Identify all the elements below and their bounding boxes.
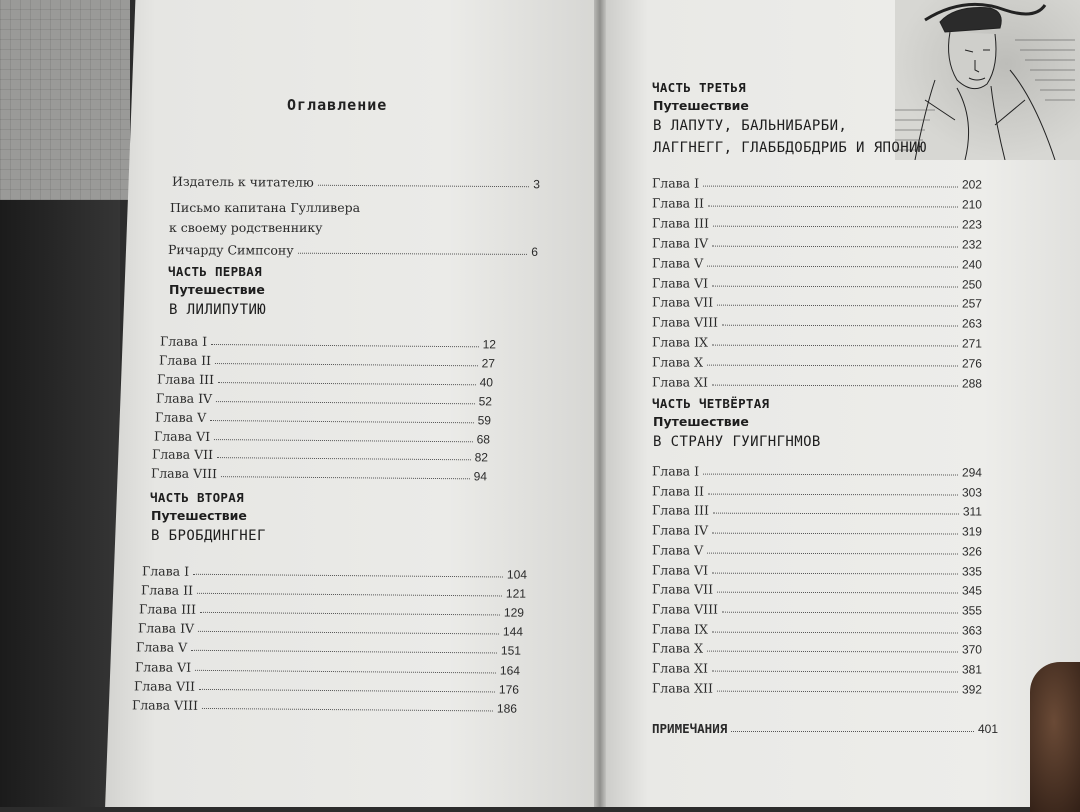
toc-entry-label: Глава III xyxy=(156,371,215,388)
toc-entry-page: 144 xyxy=(502,624,524,639)
toc-entry xyxy=(652,677,982,696)
toc-entry-page: 232 xyxy=(961,237,983,252)
toc-entry-label: Глава V xyxy=(154,409,207,425)
toc-entry xyxy=(135,656,520,677)
dot-leader xyxy=(214,439,473,442)
toc-entry-label: Глава III xyxy=(651,215,709,231)
dot-leader xyxy=(216,401,475,404)
part-destination: В ЛАПУТУ, БАЛЬНИБАРБИ, xyxy=(653,118,848,134)
toc-entry-label: Глава IV xyxy=(651,522,709,538)
toc-entry-label: Глава XI xyxy=(651,660,709,676)
toc-entry-label: Глава V xyxy=(135,639,188,655)
toc-entry-label: Глава IV xyxy=(651,235,709,251)
dot-leader xyxy=(298,253,528,255)
toc-entry-label: Глава V xyxy=(651,542,704,558)
toc-entry-label: Глава IV xyxy=(155,390,213,407)
toc-entry-page: 294 xyxy=(961,465,983,480)
toc-entry-page: 326 xyxy=(961,544,983,559)
toc-entry-page: 355 xyxy=(961,603,983,618)
toc-entry-page: 263 xyxy=(961,316,983,331)
dot-leader xyxy=(215,363,478,366)
toc-entry xyxy=(172,171,540,192)
dot-leader xyxy=(717,691,958,693)
toc-entry xyxy=(157,369,493,390)
part-subtitle: Путешествие xyxy=(653,98,749,113)
dot-leader xyxy=(712,385,958,387)
dot-leader xyxy=(712,246,958,248)
toc-entry xyxy=(160,331,496,352)
toc-entry-label: Глава II xyxy=(158,352,212,368)
toc-entry xyxy=(139,598,524,619)
toc-entry-page: 240 xyxy=(961,257,983,272)
toc-title: Оглавление xyxy=(287,96,388,114)
toc-entry-label: Глава XI xyxy=(651,374,709,390)
toc-entry xyxy=(652,172,982,191)
toc-entry xyxy=(138,617,523,638)
dot-leader xyxy=(195,670,496,674)
dot-leader xyxy=(703,186,958,188)
dot-leader xyxy=(202,708,493,712)
toc-entry-page: 3 xyxy=(533,177,541,192)
toc-entry-page: 319 xyxy=(961,524,983,539)
toc-entry-page: 52 xyxy=(478,394,493,409)
part-label: ЧАСТЬ ТРЕТЬЯ xyxy=(652,80,746,95)
dot-leader xyxy=(712,533,958,535)
toc-entry-label: Глава I xyxy=(159,333,208,349)
part-destination: В СТРАНУ ГУИГНГНМОВ xyxy=(653,434,821,450)
toc-entry-label: Глава I xyxy=(141,563,190,579)
toc-entry xyxy=(652,519,982,538)
toc-entry-page: 94 xyxy=(473,469,488,484)
toc-entry xyxy=(652,331,982,350)
dot-leader xyxy=(200,612,500,616)
toc-entry-label: Глава VI xyxy=(651,275,709,291)
toc-entry xyxy=(652,212,982,231)
toc-entry-label: Глава IX xyxy=(651,621,709,637)
dot-leader xyxy=(197,593,502,597)
toc-entry-label: Глава IX xyxy=(651,334,709,350)
part-label: ЧАСТЬ ЧЕТВЁРТАЯ xyxy=(652,396,770,411)
toc-entry-page: 59 xyxy=(477,413,492,428)
toc-entry-label: Глава VI xyxy=(153,428,211,445)
toc-entry xyxy=(142,560,527,581)
toc-entry xyxy=(652,192,982,211)
toc-entry-page: 311 xyxy=(962,504,983,519)
portrait-engraving-icon xyxy=(895,0,1080,160)
toc-entry-label: Глава II xyxy=(140,582,194,598)
toc-entry-label: Издатель к читателю xyxy=(171,173,314,190)
toc-entry-label: Глава VIII xyxy=(651,601,719,617)
toc-entry-label: Глава XII xyxy=(651,680,713,696)
toc-entry-label: Глава VI xyxy=(134,659,192,675)
toc-entry xyxy=(652,460,982,479)
dot-leader xyxy=(221,476,470,479)
notes-page: 401 xyxy=(977,722,998,736)
toc-entry-label: Глава V xyxy=(651,255,704,271)
background-shadow xyxy=(0,200,120,807)
toc-entry-label: Глава II xyxy=(651,483,705,499)
toc-entry-label: Глава I xyxy=(651,175,700,191)
toc-entry xyxy=(141,579,526,600)
toc-entry-label: Глава VIII xyxy=(131,697,199,713)
toc-entry xyxy=(652,272,982,291)
dot-leader xyxy=(703,474,958,476)
toc-entry-page: 288 xyxy=(961,376,983,391)
dot-leader xyxy=(193,574,503,578)
toc-entry xyxy=(136,636,521,657)
toc-entry xyxy=(652,291,982,310)
dot-leader xyxy=(712,345,958,347)
toc-entry-page: 121 xyxy=(505,586,527,601)
toc-entry-page: 82 xyxy=(474,450,489,465)
toc-entry-label: Глава X xyxy=(651,354,704,370)
part-subtitle: Путешествие xyxy=(653,414,749,429)
part-destination: ЛАГГНЕГГ, ГЛАББДОБДРИБ И ЯПОНИЮ xyxy=(653,140,927,156)
dot-leader xyxy=(712,671,958,673)
toc-entry-page: 27 xyxy=(481,356,496,371)
toc-entry-page: 345 xyxy=(961,583,983,598)
toc-entry xyxy=(168,239,538,259)
dot-leader xyxy=(712,573,958,575)
dot-leader xyxy=(218,382,476,385)
toc-entry-page: 6 xyxy=(531,244,539,259)
dot-leader xyxy=(712,632,958,634)
toc-entry xyxy=(652,351,982,370)
toc-entry-label: Письмо капитана Гулливера xyxy=(170,200,361,215)
toc-entry-label: Глава I xyxy=(651,463,700,479)
toc-entry-label: Глава VIII xyxy=(150,465,218,482)
toc-entry-label: Глава VII xyxy=(651,581,714,597)
toc-entry-page: 186 xyxy=(496,701,518,716)
dot-leader xyxy=(191,650,497,654)
toc-entry xyxy=(156,388,492,409)
background-textile xyxy=(0,0,130,200)
toc-entry-label: к своему родственнику xyxy=(169,220,323,235)
toc-entry-page: 271 xyxy=(961,336,983,351)
dot-leader xyxy=(217,457,471,460)
toc-entry-page: 202 xyxy=(961,177,983,192)
dot-leader xyxy=(717,305,958,307)
toc-entry-label: Глава VI xyxy=(651,562,709,578)
toc-entry xyxy=(652,598,982,617)
toc-entry-page: 68 xyxy=(476,432,491,447)
part-subtitle: Путешествие xyxy=(151,508,247,523)
part-destination: В ЛИЛИПУТИЮ xyxy=(169,302,267,318)
toc-entry-page: 210 xyxy=(961,197,983,212)
toc-entry-label: Глава VII xyxy=(151,446,214,463)
toc-entry-page: 363 xyxy=(961,623,983,638)
toc-entry-page: 381 xyxy=(961,662,983,677)
part-label: ЧАСТЬ ПЕРВАЯ xyxy=(168,264,262,279)
toc-entry xyxy=(151,463,487,484)
toc-entry xyxy=(652,657,982,676)
toc-entry-page: 164 xyxy=(499,663,521,678)
dot-leader xyxy=(722,325,958,327)
dot-leader xyxy=(717,592,958,594)
toc-entry-label: Глава III xyxy=(138,601,197,617)
toc-entry xyxy=(652,637,982,656)
toc-entry-page: 176 xyxy=(498,682,520,697)
toc-entry xyxy=(652,232,982,251)
dot-leader xyxy=(198,631,499,635)
dot-leader xyxy=(708,206,958,208)
toc-entry-label: Глава III xyxy=(651,502,709,518)
toc-entry-page: 151 xyxy=(500,643,522,658)
part-destination: В БРОБДИНГНЕГ xyxy=(151,528,266,544)
dot-leader xyxy=(210,420,473,423)
dot-leader xyxy=(199,689,495,693)
toc-entry-label: Глава X xyxy=(651,640,704,656)
toc-entry-label: Глава VII xyxy=(651,294,714,310)
toc-entry xyxy=(652,618,982,637)
dot-leader xyxy=(722,612,958,614)
toc-entry xyxy=(159,350,495,371)
dot-leader xyxy=(713,513,959,515)
toc-entry-label: Ричарду Симпсону xyxy=(167,242,294,258)
toc-entry-page: 303 xyxy=(961,485,983,500)
dot-leader xyxy=(707,365,958,367)
dot-leader xyxy=(707,651,958,653)
toc-entry-page: 250 xyxy=(961,277,983,292)
toc-entry xyxy=(132,694,517,715)
part-subtitle: Путешествие xyxy=(169,282,265,297)
toc-entry-page: 129 xyxy=(503,605,525,620)
dot-leader xyxy=(318,185,530,187)
toc-entry xyxy=(652,539,982,558)
toc-entry-page: 104 xyxy=(506,567,528,582)
toc-entry-page: 370 xyxy=(961,642,983,657)
toc-entry xyxy=(134,675,519,696)
toc-entry-notes xyxy=(652,718,998,736)
dot-leader xyxy=(707,266,958,268)
toc-entry-label: Глава II xyxy=(651,195,705,211)
toc-entry xyxy=(652,559,982,578)
toc-entry-label: Глава VII xyxy=(133,678,196,694)
toc-entry xyxy=(155,407,491,428)
dot-leader xyxy=(712,286,958,288)
toc-entry-page: 257 xyxy=(961,296,983,311)
toc-entry-page: 223 xyxy=(961,217,983,232)
dot-leader xyxy=(708,494,958,496)
toc-entry-label: Глава IV xyxy=(137,620,195,636)
dot-leader xyxy=(713,226,958,228)
toc-entry-label: Глава VIII xyxy=(651,314,719,330)
leather-object xyxy=(1030,662,1080,812)
toc-entry xyxy=(652,578,982,597)
dot-leader xyxy=(707,553,958,555)
notes-label: ПРИМЕЧАНИЯ xyxy=(652,721,728,736)
toc-entry-page: 12 xyxy=(482,337,497,352)
toc-entry-page: 40 xyxy=(479,375,494,390)
toc-entry-page: 276 xyxy=(961,356,983,371)
toc-entry xyxy=(652,371,982,390)
book-gutter xyxy=(594,0,606,807)
toc-entry-page: 392 xyxy=(961,682,983,697)
toc-entry xyxy=(652,311,982,330)
part-label: ЧАСТЬ ВТОРАЯ xyxy=(150,490,244,505)
toc-entry xyxy=(652,480,982,499)
toc-entry xyxy=(652,252,982,271)
dot-leader xyxy=(211,344,479,347)
toc-entry-page: 335 xyxy=(961,564,983,579)
toc-entry xyxy=(152,444,488,465)
toc-entry xyxy=(652,499,982,518)
dot-leader xyxy=(731,731,974,732)
